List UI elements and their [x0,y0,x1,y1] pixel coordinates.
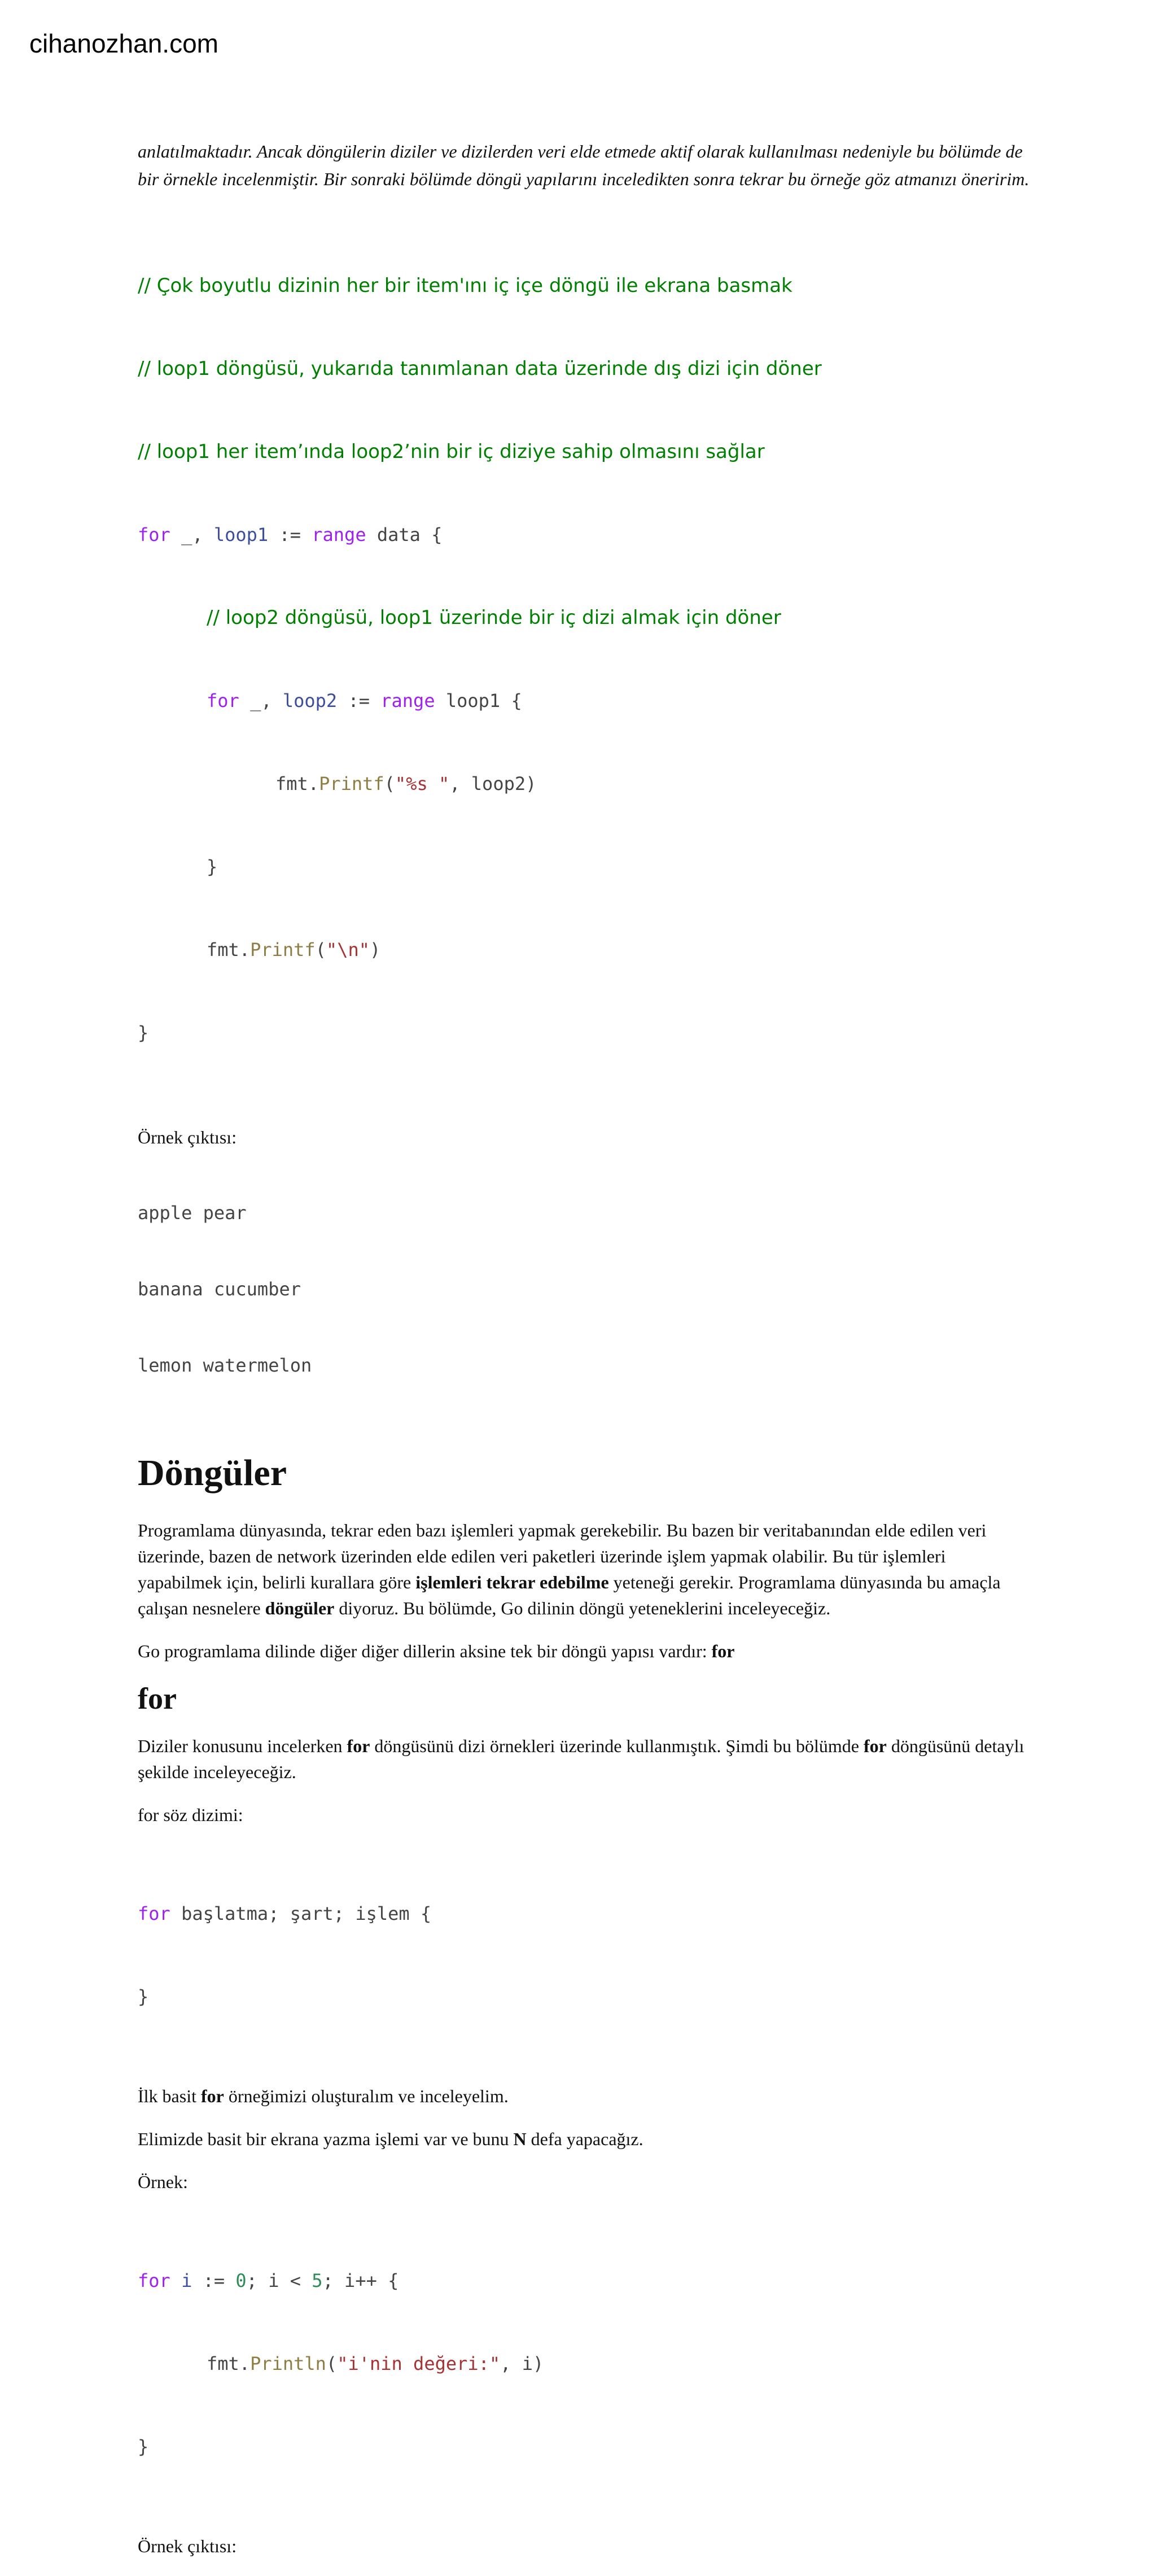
section-heading-for: for [138,1682,177,1715]
paragraph: Go programlama dilinde diğer diğer dillerin aksine tek bir döngü yapısı vardır: for [138,1641,735,1661]
intro-paragraph: anlatılmaktadır. Ancak döngülerin diziler ve dizilerden veri elde etmede aktif olarak kullanılması nedeniyle bu bölümde de bir örnekle incelenmiştir. Bir sonraki bölümde döngü yapılarını inceledikten sonra tekrar bu örneğe göz atmanızı öneririm. [138,141,1030,189]
code-block-example [138,2212,1030,2516]
code-line: } [138,2436,149,2457]
paragraph: Programlama dünyasında, tekrar eden bazı işlemleri yapmak gerekebilir. Bu bazen bir veritabanından elde edilen veri üzerinde, bazen de network üzerinden elde edilen veri paketleri üzerinde işlem yapmak olabilir. Bu tür işlemleri yapabilmek için, belirli kurallara göre işlemleri tekrar edebilme yeteneği gerekir. Programlama dünyasında bu amaçla çalışan nesnelere döngüler diyoruz. Bu bölümde, Go dilinin döngü yeteneklerini inceleyeceğiz. [138,1520,1001,1618]
code-block-nested-loop [138,217,1030,1102]
output-block [138,1150,1030,1429]
code-line: for i := 0; i < 5; i++ { [138,2270,399,2291]
output-line: apple pear [138,1202,247,1224]
code-line: fmt.Printf("%s ", loop2) [275,773,537,794]
code-comment: // loop1 döngüsü, yukarıda tanımlanan data üzerinde dış dizi için döner [138,357,822,380]
code-line: } [207,856,218,877]
code-line: for başlatma; şart; işlem { [138,1903,432,1924]
paragraph: Örnek çıktısı: [138,2536,237,2556]
code-block-syntax [138,1845,1030,2066]
output-label: Örnek çıktısı: [138,1127,237,1147]
code-line: } [138,1022,149,1044]
document-body [138,138,1030,2576]
paragraph: Elimizde basit bir ekrana yazma işlemi var ve bunu N defa yapacağız. [138,2129,643,2149]
code-comment: // loop2 döngüsü, loop1 üzerinde bir iç dizi almak için döner [207,606,781,629]
code-comment: // loop1 her item’ında loop2’nin bir iç diziye sahip olmasını sağlar [138,440,765,463]
code-line: for _, loop1 := range data { [138,524,443,545]
paragraph: Diziler konusunu incelerken for döngüsünü dizi örnekleri üzerinde kullanmıştık. Şimdi bu bölümde for döngüsünü detaylı şekilde inceleyeceğiz. [138,1736,1024,1782]
output-line: lemon watermelon [138,1355,312,1376]
code-line: fmt.Printf("\n") [207,939,381,960]
section-heading-donguler: Döngüler [138,1452,287,1494]
output-line: banana cucumber [138,1278,301,1300]
paragraph: for söz dizimi: [138,1805,243,1825]
code-comment: // Çok boyutlu dizinin her bir item'ını iç içe döngü ile ekrana basmak [138,274,792,297]
site-url: cihanozhan.com [29,29,218,58]
code-line: for _, loop2 := range loop1 { [207,690,522,711]
code-line: } [138,1986,149,2007]
code-line: fmt.Println("i'nin değeri:", i) [207,2353,544,2374]
paragraph: İlk basit for örneğimizi oluşturalım ve inceleyelim. [138,2086,509,2106]
paragraph: Örnek: [138,2172,188,2192]
